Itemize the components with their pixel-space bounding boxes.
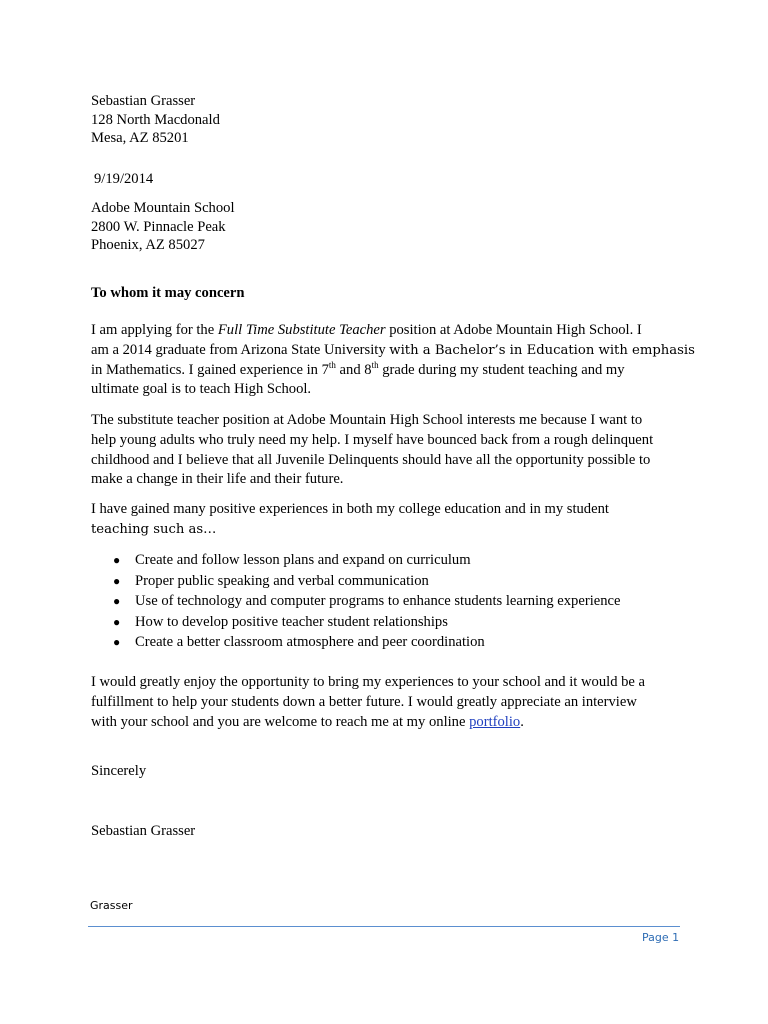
sender-city: Mesa, AZ 85201 bbox=[91, 130, 189, 146]
list-item bbox=[113, 591, 620, 612]
paragraph-line: ultimate goal is to teach High School. bbox=[91, 381, 312, 398]
list-item bbox=[113, 612, 620, 633]
experience-list bbox=[113, 550, 620, 653]
recipient-address bbox=[91, 199, 235, 255]
sender-street: 128 North Macdonald bbox=[91, 111, 220, 128]
salutation: To whom it may concern bbox=[91, 285, 245, 301]
paragraph-line bbox=[91, 713, 681, 733]
text-run: with a Bachelor’s in Education with emphasis bbox=[389, 342, 695, 358]
page-number: Page 1 bbox=[642, 931, 680, 944]
position-title: Full Time Substitute Teacher bbox=[217, 322, 386, 338]
paragraph-line bbox=[91, 341, 695, 361]
closing: Sincerely bbox=[91, 763, 147, 779]
paragraph-line: help young adults who truly need my help. I myself have bounced back from a rough delinquent bbox=[91, 431, 654, 448]
list-item bbox=[113, 550, 620, 571]
paragraph-line bbox=[91, 361, 681, 381]
text-run: in Mathematics. I gained experience in 7 bbox=[91, 361, 329, 378]
text-run: grade during my student teaching and my bbox=[378, 361, 625, 378]
portfolio-link[interactable]: portfolio bbox=[469, 713, 521, 730]
text-run: and 8 bbox=[335, 361, 372, 378]
paragraph-line: childhood and I believe that all Juvenile Delinquents should have all the opportunity possible to bbox=[91, 451, 651, 468]
letter-date: 9/19/2014 bbox=[94, 171, 154, 187]
ordinal-suffix: th bbox=[371, 359, 379, 370]
list-item-text: Use of technology and computer programs to enhance students learning experience bbox=[135, 593, 621, 610]
bullet-icon: ● bbox=[113, 614, 121, 629]
list-item bbox=[113, 632, 620, 653]
recipient-name: Adobe Mountain School bbox=[91, 200, 235, 216]
paragraph-line: make a change in their life and their future. bbox=[91, 471, 344, 488]
list-item-text: Create and follow lesson plans and expand on curriculum bbox=[135, 552, 471, 568]
paragraph-line bbox=[91, 321, 681, 341]
list-item-text: How to develop positive teacher student relationships bbox=[135, 613, 448, 630]
paragraph-application bbox=[91, 321, 695, 400]
paragraph-closing bbox=[91, 673, 681, 732]
text-run: I am applying for the bbox=[91, 322, 218, 338]
bullet-icon: ● bbox=[113, 635, 121, 650]
signature: Sebastian Grasser bbox=[91, 823, 196, 839]
footer-divider bbox=[88, 926, 680, 927]
text-run: with your school and you are welcome to reach me at my online bbox=[91, 713, 470, 730]
paragraph-line: teaching such as… bbox=[91, 521, 217, 537]
paragraph-line: The substitute teacher position at Adobe Mountain High School interests me because I want to bbox=[91, 412, 643, 428]
bullet-icon: ● bbox=[113, 594, 121, 609]
paragraph-line: fulfillment to help your students down a better future. I would greatly appreciate an interview bbox=[91, 693, 637, 710]
paragraph-experience bbox=[91, 500, 681, 540]
paragraph-line: I have gained many positive experiences in both my college education and in my student bbox=[91, 501, 609, 517]
paragraph-interest bbox=[91, 411, 681, 490]
paragraph-line: I would greatly enjoy the opportunity to bring my experiences to your school and it would be a bbox=[91, 674, 646, 690]
bullet-icon: ● bbox=[113, 573, 121, 588]
text-run: . bbox=[520, 713, 524, 730]
recipient-city: Phoenix, AZ 85027 bbox=[91, 237, 205, 253]
sender-name: Sebastian Grasser bbox=[91, 93, 196, 109]
text-run: am a 2014 graduate from Arizona State University bbox=[91, 341, 390, 358]
footer-name: Grasser bbox=[90, 899, 133, 912]
sender-address bbox=[91, 92, 220, 148]
list-item-text: Create a better classroom atmosphere and peer coordination bbox=[135, 634, 485, 651]
ordinal-suffix: th bbox=[328, 359, 336, 370]
text-run: position at Adobe Mountain High School. I bbox=[385, 322, 642, 338]
list-item-text: Proper public speaking and verbal communication bbox=[135, 572, 429, 589]
list-item bbox=[113, 571, 620, 592]
recipient-street: 2800 W. Pinnacle Peak bbox=[91, 218, 226, 235]
bullet-icon: ● bbox=[113, 553, 121, 567]
